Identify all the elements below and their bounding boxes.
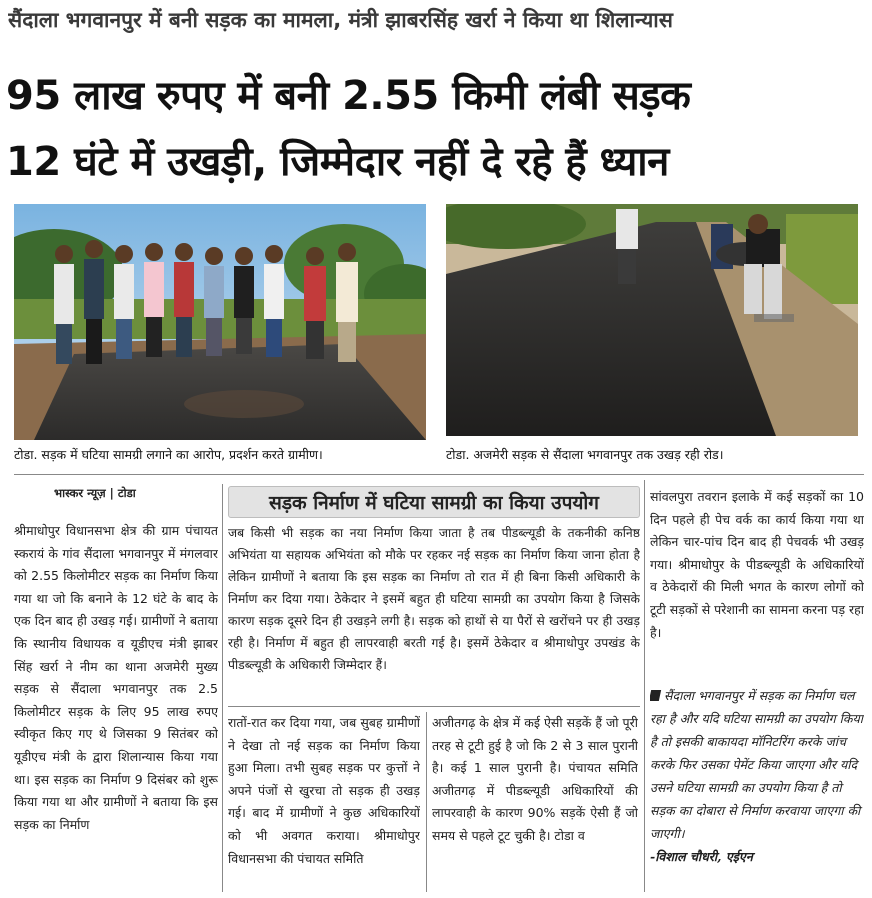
quote-text: सैंदाला भगवानपुर में सड़क का निर्माण चल रहा है और यदि घटिया सामग्री का उपयोग किया है तो इसकी बाकायदा मॉनिटरिंग करके जांच करके फिर उसका पेमेंट किया जाएगा और यदि उसने घटिया सामग्री का उपयोग किया है तो सड़क का दोबारा से निर्माण करवाया जाएगा की जाएगी। [650,688,863,841]
article-column-4: सांवलपुरा तवरान इलाके में कई सड़कों का 10 दिन पहले ही पेच वर्क का कार्य किया गया था लेकिन चार-पांच दिन बाद ही पेचवर्क भी उखड़ गया। श्रीमाधोपुर के पीडब्ल्यूडी के अधिकारियों व ठेकेदारों की मिली भगत के कारण लोगों को टूटी सड़कों से परेशानी का सामना करना पड़ रहा है। [650,489,864,640]
protest-photo-image [14,204,426,440]
protest-photo [14,204,426,440]
damaged-road-photo-caption: टोडा. अजमेरी सड़क से सैंदाला भगवानपुर तक उखड़ रही रोड। [446,447,724,462]
section-divider [14,474,864,475]
damaged-road-photo [446,204,858,436]
quote-attribution: -विशाल चौधरी, एईएन [650,849,753,864]
article-column-2: रातों-रात कर दिया गया, जब सुबह ग्रामीणों ने देखा तो नई सड़क का निर्माण किया हुआ मिला। तभी सुबह सड़क पर कुत्तों ने अपने पंजों से खुरचा तो सड़क ही उखड़ गई। बाद में ग्रामीणों ने कुछ अधिकारियों को भी अवगत कराया। श्रीमाधोपुर विधानसभा की पंचायत समिति [228,715,420,866]
article-subsection-text: जब किसी भी सड़क का नया निर्माण किया जाता है तब पीडब्ल्यूडी के तकनीकी कनिष्ठ अभियंता या सहायक अभियंता को मौके पर रहकर नई सड़क का निर्माण किया जाना होता है लेकिन ग्रामीणों ने बताया कि इस सड़क का निर्माण तो रात में ही बिना किसी अधिकारी के निर्माण कर दिया गया। ठेकेदार ने इसमें बहुत ही घटिया सामग्री का उपयोग किया है जिसके कारण सड़क दूसरे दिन ही उखड़ने लगी है। सड़क को हाथों से या पैरों से खरोंचने पर ही उखड़ रही है। निर्माण में बहुत ही लापरवाही बरती गई है। इसमें ठेकेदार व श्रीमाधोपुर उपखंड के पीडब्ल्यूडी के अधिकारी जिम्मेदार हैं। [228,526,640,672]
kicker-headline: सैंदाला भगवानपुर में बनी सड़क का मामला, मंत्री झाबरसिंह खर्रा ने किया था शिलान्यास [8,8,673,32]
protest-photo-caption: टोडा. सड़क में घटिया सामग्री लगाने का आरोप, प्रदर्शन करते ग्रामीण। [14,447,323,462]
article-column-3: अजीतगढ़ के क्षेत्र में कई ऐसी सड़कें हैं जो पूरी तरह से टूटी हुई है जो कि 2 से 3 साल पुरानी है। कई 1 साल पुरानी है। पंचायत समिति अजीतगढ़ में पीडब्ल्यूडी अधिकारियों की लापरवाही के कारण 90% सड़कें ऐसी हैं जो समय से पहले टूट चुकी है। टोडा व [432,715,638,843]
byline: भास्कर न्यूज़ | टोडा [54,486,136,500]
column-divider-2 [426,712,427,892]
quote-marker-icon [650,690,661,701]
main-headline-line-2: 12 घंटे में उखड़ी, जिम्मेदार नहीं दे रहे हैं ध्यान [6,139,669,185]
main-headline-line-1: 95 लाख रुपए में बनी 2.55 किमी लंबी सड़क [6,73,691,119]
column-divider-1 [222,484,223,892]
article-column-1: श्रीमाधोपुर विधानसभा क्षेत्र की ग्राम पंचायत स्करायं के गांव सैंदाला भगवानपुर में मंगलवार को 2.55 किलोमीटर सड़क का निर्माण किया गया था जो कि बनाने के 12 घंटे के बाद के एक दिन बाद ही उखड़ गई। ग्रामीणों ने बताया कि स्थानीय विधायक व यूडीएच मंत्री झाबर सिंह खर्रा ने नीम का थाना अजमेरी मुख्य सड़क से सैंदाला भगवानपुर तक 2.5 किलोमीटर सड़क के लिए 95 लाख रुपए स्वीकृत किए गए थे जिसका 9 सितंबर को यूडीएच मंत्री के द्वारा शिलान्यास किया गया था। इस सड़क का निर्माण 9 दिसंबर को शुरू किया गया था और ग्रामीणों ने बताया कि इस सड़क का निर्माण [14,523,218,832]
official-quote [650,684,864,894]
damaged-road-photo-image [446,204,858,436]
mid-section-divider [228,706,640,707]
column-divider-3 [644,480,645,892]
subheading-box [228,486,640,518]
subheading: सड़क निर्माण में घटिया सामग्री का किया उपयोग [269,492,599,514]
